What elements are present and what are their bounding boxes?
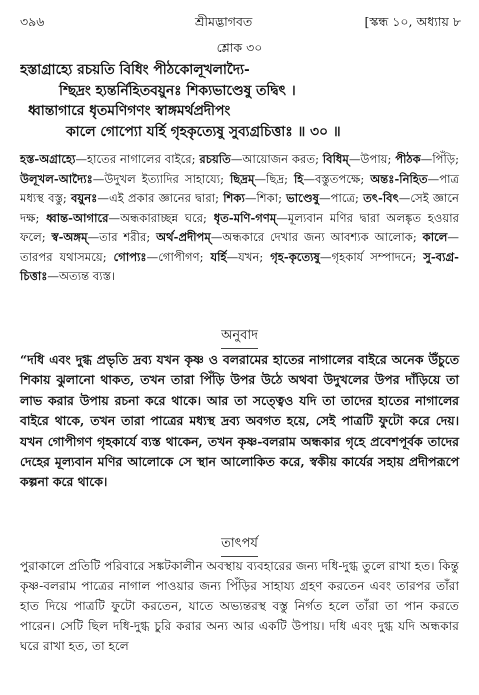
gloss-term: রচয়তি (199, 152, 231, 166)
verse-number-label: শ্লোক ৩০ (216, 40, 263, 55)
gloss-term: শিক্য (223, 191, 245, 205)
gloss-meaning: —অন্ধকারাচ্ছন্ন ঘরে; (108, 210, 214, 225)
translation-heading (0, 326, 479, 349)
sanskrit-verse (20, 60, 463, 142)
gloss-meaning: —পাত্রে; (319, 191, 364, 205)
gloss-term: উলূখল-আদ্যৈঃ (20, 171, 93, 186)
page-number: ৩৯৬ (20, 14, 45, 29)
gloss-meaning: —তারপর যথাসময়ে; (20, 230, 459, 264)
purport-heading (0, 534, 479, 557)
gloss-term: ভাণ্ডেষু (286, 191, 320, 205)
gloss-meaning: —শিকা; (244, 191, 287, 205)
gloss-meaning: —অন্ধকারে দেখার জন্য আবশ্যক আলোক; (210, 230, 423, 244)
gloss-meaning: —আয়োজন করত; (230, 152, 323, 166)
gloss-term: যর্হি (210, 249, 227, 264)
gloss-meaning: —সেই জ্ঞানে দক্ষ; (20, 191, 459, 225)
gloss-meaning: —অত্যন্ত ব্যস্ত। (47, 269, 116, 283)
gloss-meaning: —যখন; (226, 249, 271, 264)
gloss-meaning: —হাতের নাগালের বাইরে; (75, 152, 200, 166)
gloss-term: ধ্বান্ত-আগারে (46, 210, 109, 225)
book-title: শ্রীমদ্ভাগবত (195, 14, 253, 29)
gloss-term: অন্তঃ-নিহিত (370, 171, 428, 186)
verse-line: হস্তাগ্রাহ্যে রচয়তি বিধিং পীঠকোলূখলাদ্যৈ- (20, 62, 250, 78)
chapter-reference: [স্কন্ধ ১০, অধ্যায় ৮ (364, 14, 461, 29)
gloss-term: অর্থ-প্রদীপম্ (156, 230, 211, 244)
purport-heading-text: তাৎপর্য (221, 534, 258, 557)
translation-text: “দধি এবং দুগ্ধ প্রভৃতি দ্রব্য যখন কৃষ্ণ ও বলরামের হাতের নাগালের বাইরে অনেক উঁচুতে শিকায় ঝুলানো থাকত, তখন তারা পিঁড়ি উপর উঠে অথবা উদুখলের উপর দাঁড়িয়ে তা লাভ করার উপায় রচনা করে থাকে। আর তা সত্ত্বেও যদি তা তাদের হাতের নাগালের বাইরে থাকে, তখন তারা পাত্রের মধ্যস্থ দ্রব্য অবগত হয়ে, সেই পাত্রটি ফুটো করে দেয়। যখন গোপীগণ গৃহকার্যে ব্যস্ত থাকেন, তখন কৃষ্ণ-বলরাম অন্ধকার গৃহে প্রবেশপূর্বক তাদের দেহের মূল্যবান মণির আলোকে সে স্থান আলোকিত করে, স্বকীয় কার্যের সহায় প্রদীপরূপে কল্পনা করে থাকে। (20, 352, 459, 490)
gloss-meaning: —গৃহকার্য সম্পাদনে; (319, 249, 424, 264)
gloss-meaning: —এই প্রকার জ্ঞানের দ্বারা; (97, 191, 224, 205)
gloss-meaning: —বস্তুতপক্ষে; (303, 171, 371, 186)
gloss-meaning: —তার শরীর; (87, 230, 157, 244)
word-for-word-synonyms (20, 150, 459, 287)
gloss-term: গোপ্যঃ (113, 249, 147, 264)
gloss-meaning: —উপায়; (348, 152, 396, 166)
gloss-meaning: —পিঁড়ি; (420, 152, 460, 166)
gloss-term: তৎ-বিৎ (363, 191, 399, 205)
gloss-term: সু-ব্যগ্র-চিত্তাঃ (20, 249, 459, 283)
gloss-term: হি (293, 171, 304, 186)
gloss-meaning: —মূল্যবান মণির দ্বারা অলঙ্কৃত হওয়ার ফলে; (20, 210, 459, 244)
gloss-meaning: —পাত্র মধ্যস্থ বস্তু; (20, 171, 459, 205)
gloss-term: ধৃত-মণি-গণম্ (213, 210, 277, 225)
translation-heading-text: অনুবাদ (221, 326, 258, 349)
gloss-term: বয়ুনঃ (70, 191, 98, 205)
purport-text: পুরাকালে প্রতিটি পরিবারে সঙ্কটকালীন অবস্থায় ব্যবহারের জন্য দধি-দুগ্ধ তুলে রাখা হত। কিন্তু কৃষ্ণ-বলরাম পাত্রের নাগাল পাওয়ার জন্য পিঁড়ির সাহায্য গ্রহণ করতেন এবং তারপর তাঁরা হাত দিয়ে পাত্রটি ফুটো করতেন, যাতে অভ্যন্তরস্থ বস্তু নির্গত হলে তাঁরা তা পান করতে পারেন। সেটি ছিল দধি-দুগ্ধ চুরি করার অন্য আর একটি উপায়। দধি এবং দুগ্ধ যদি অন্ধকার ঘরে রাখা হত, তা হলে (20, 559, 459, 653)
verse-line: শ্ছিদ্রং হ্যন্তর্নিহিতবয়ুনঃ শিক্যভাণ্ডেষু তদ্বিৎ । (59, 82, 296, 99)
verse-line: ধ্বান্তাগারে ধৃতমণিগণং স্বাঙ্গমর্থপ্রদীপং (28, 103, 231, 119)
gloss-term: গৃহ-কৃত্যেষু (270, 249, 320, 264)
verse-line: কালে গোপ্যো যর্হি গৃহকৃত্যেষু সুব্যগ্রচিত্তাঃ ॥ ৩০ ॥ (66, 123, 341, 140)
gloss-term: কালে (422, 230, 448, 244)
gloss-term: ছিদ্রম্ (229, 171, 255, 186)
gloss-meaning: —ছিদ্র; (254, 171, 294, 186)
gloss-term: হস্ত-অগ্রাহ্যে (20, 152, 76, 166)
gloss-term: স্ব-অঙ্গম্ (51, 230, 88, 244)
page-header (20, 14, 461, 32)
gloss-meaning: —উদুখল ইত্যাদির সাহায্যে; (92, 171, 230, 186)
gloss-meaning: —গোপীগণ; (146, 249, 211, 264)
gloss-term: পীঠক (395, 152, 421, 166)
gloss-term: বিধিম্ (322, 152, 349, 166)
